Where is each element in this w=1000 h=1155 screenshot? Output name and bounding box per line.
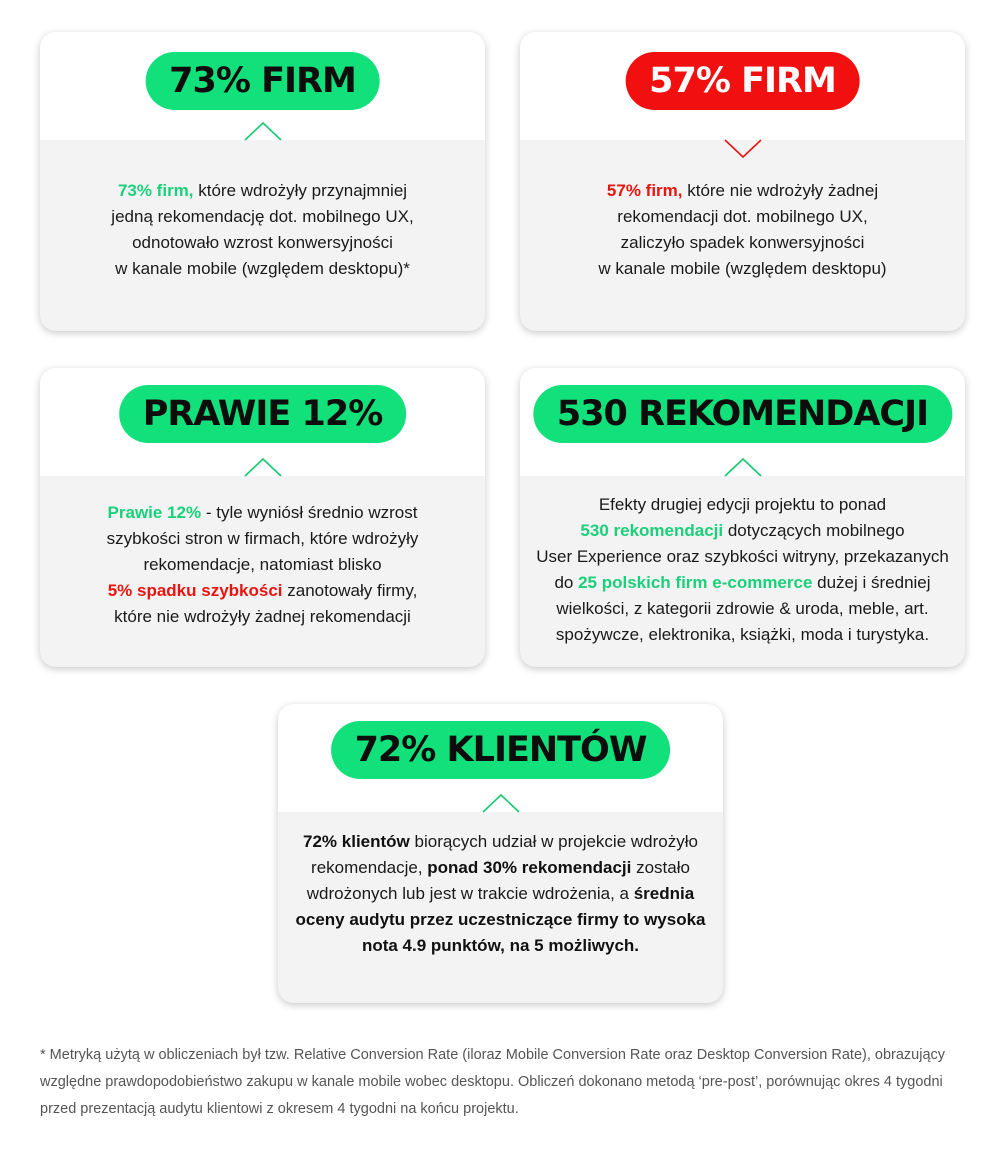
card-title-pill: 57% FIRM: [625, 52, 860, 110]
card-body: Efekty drugiej edycji projektu to ponad 530 rekomendacji dotyczących mobilnego User Experience oraz szybkości witryny, przekazanych do 25 polskich firm e-commerce dużej i średniej wielkości, z kategorii zdrowie & uroda, meble, art. spożywcze, elektronika, książki, moda i turystyka.: [536, 495, 949, 644]
chevron-up-icon: [723, 456, 763, 478]
card-530-rekomendacji: [520, 368, 965, 667]
chevron-up-icon: [243, 120, 283, 142]
card-body: 73% firm, które wdrożyły przynajmniej jedną rekomendację dot. mobilnego UX, odnotowało wzrost konwersyjności w kanale mobile (względem desktopu)*: [111, 181, 414, 278]
card-body: Prawie 12% - tyle wyniósł średnio wzrost szybkości stron w firmach, które wdrożyły rekomendacje, natomiast blisko 5% spadku szybkości zanotowały firmy, które nie wdrożyły żadnej rekomendacji: [106, 503, 419, 626]
card-title-pill: 72% KLIENTÓW: [331, 721, 671, 779]
card-57-firm: [520, 32, 965, 331]
card-body: 57% firm, które nie wdrożyły żadnej rekomendacji dot. mobilnego UX, zaliczyło spadek konwersyjności w kanale mobile (względem desktopu): [598, 181, 887, 278]
card-title-pill: PRAWIE 12%: [119, 385, 407, 443]
chevron-down-icon: [723, 138, 763, 160]
card-73-firm: [40, 32, 485, 331]
card-title-pill: 530 REKOMENDACJI: [533, 385, 952, 443]
chevron-up-icon: [481, 792, 521, 814]
card-title-pill: 73% FIRM: [145, 52, 380, 110]
chevron-up-icon: [243, 456, 283, 478]
card-body: 72% klientów biorących udział w projekcie wdrożyło rekomendacje, ponad 30% rekomendacji zostało wdrożonych lub jest w trakcie wdrożenia, a średnia oceny audytu przez uczestniczące firmy to wysoka nota 4.9 punktów, na 5 możliwych.: [295, 832, 706, 955]
card-72-klientow: [278, 704, 723, 1003]
footnote: * Metryką użytą w obliczeniach był tzw. Relative Conversion Rate (iloraz Mobile Conversion Rate oraz Desktop Conversion Rate), obrazujący względne prawdopodobieństwo zakupu w kanale mobile wobec desktopu. Obliczeń dokonano metodą ‘pre-post’, porównując okres 4 tygodni przed prezentacją audytu klientowi z okresem 4 tygodni na końcu projektu.: [40, 1047, 946, 1117]
card-prawie-12: [40, 368, 485, 667]
